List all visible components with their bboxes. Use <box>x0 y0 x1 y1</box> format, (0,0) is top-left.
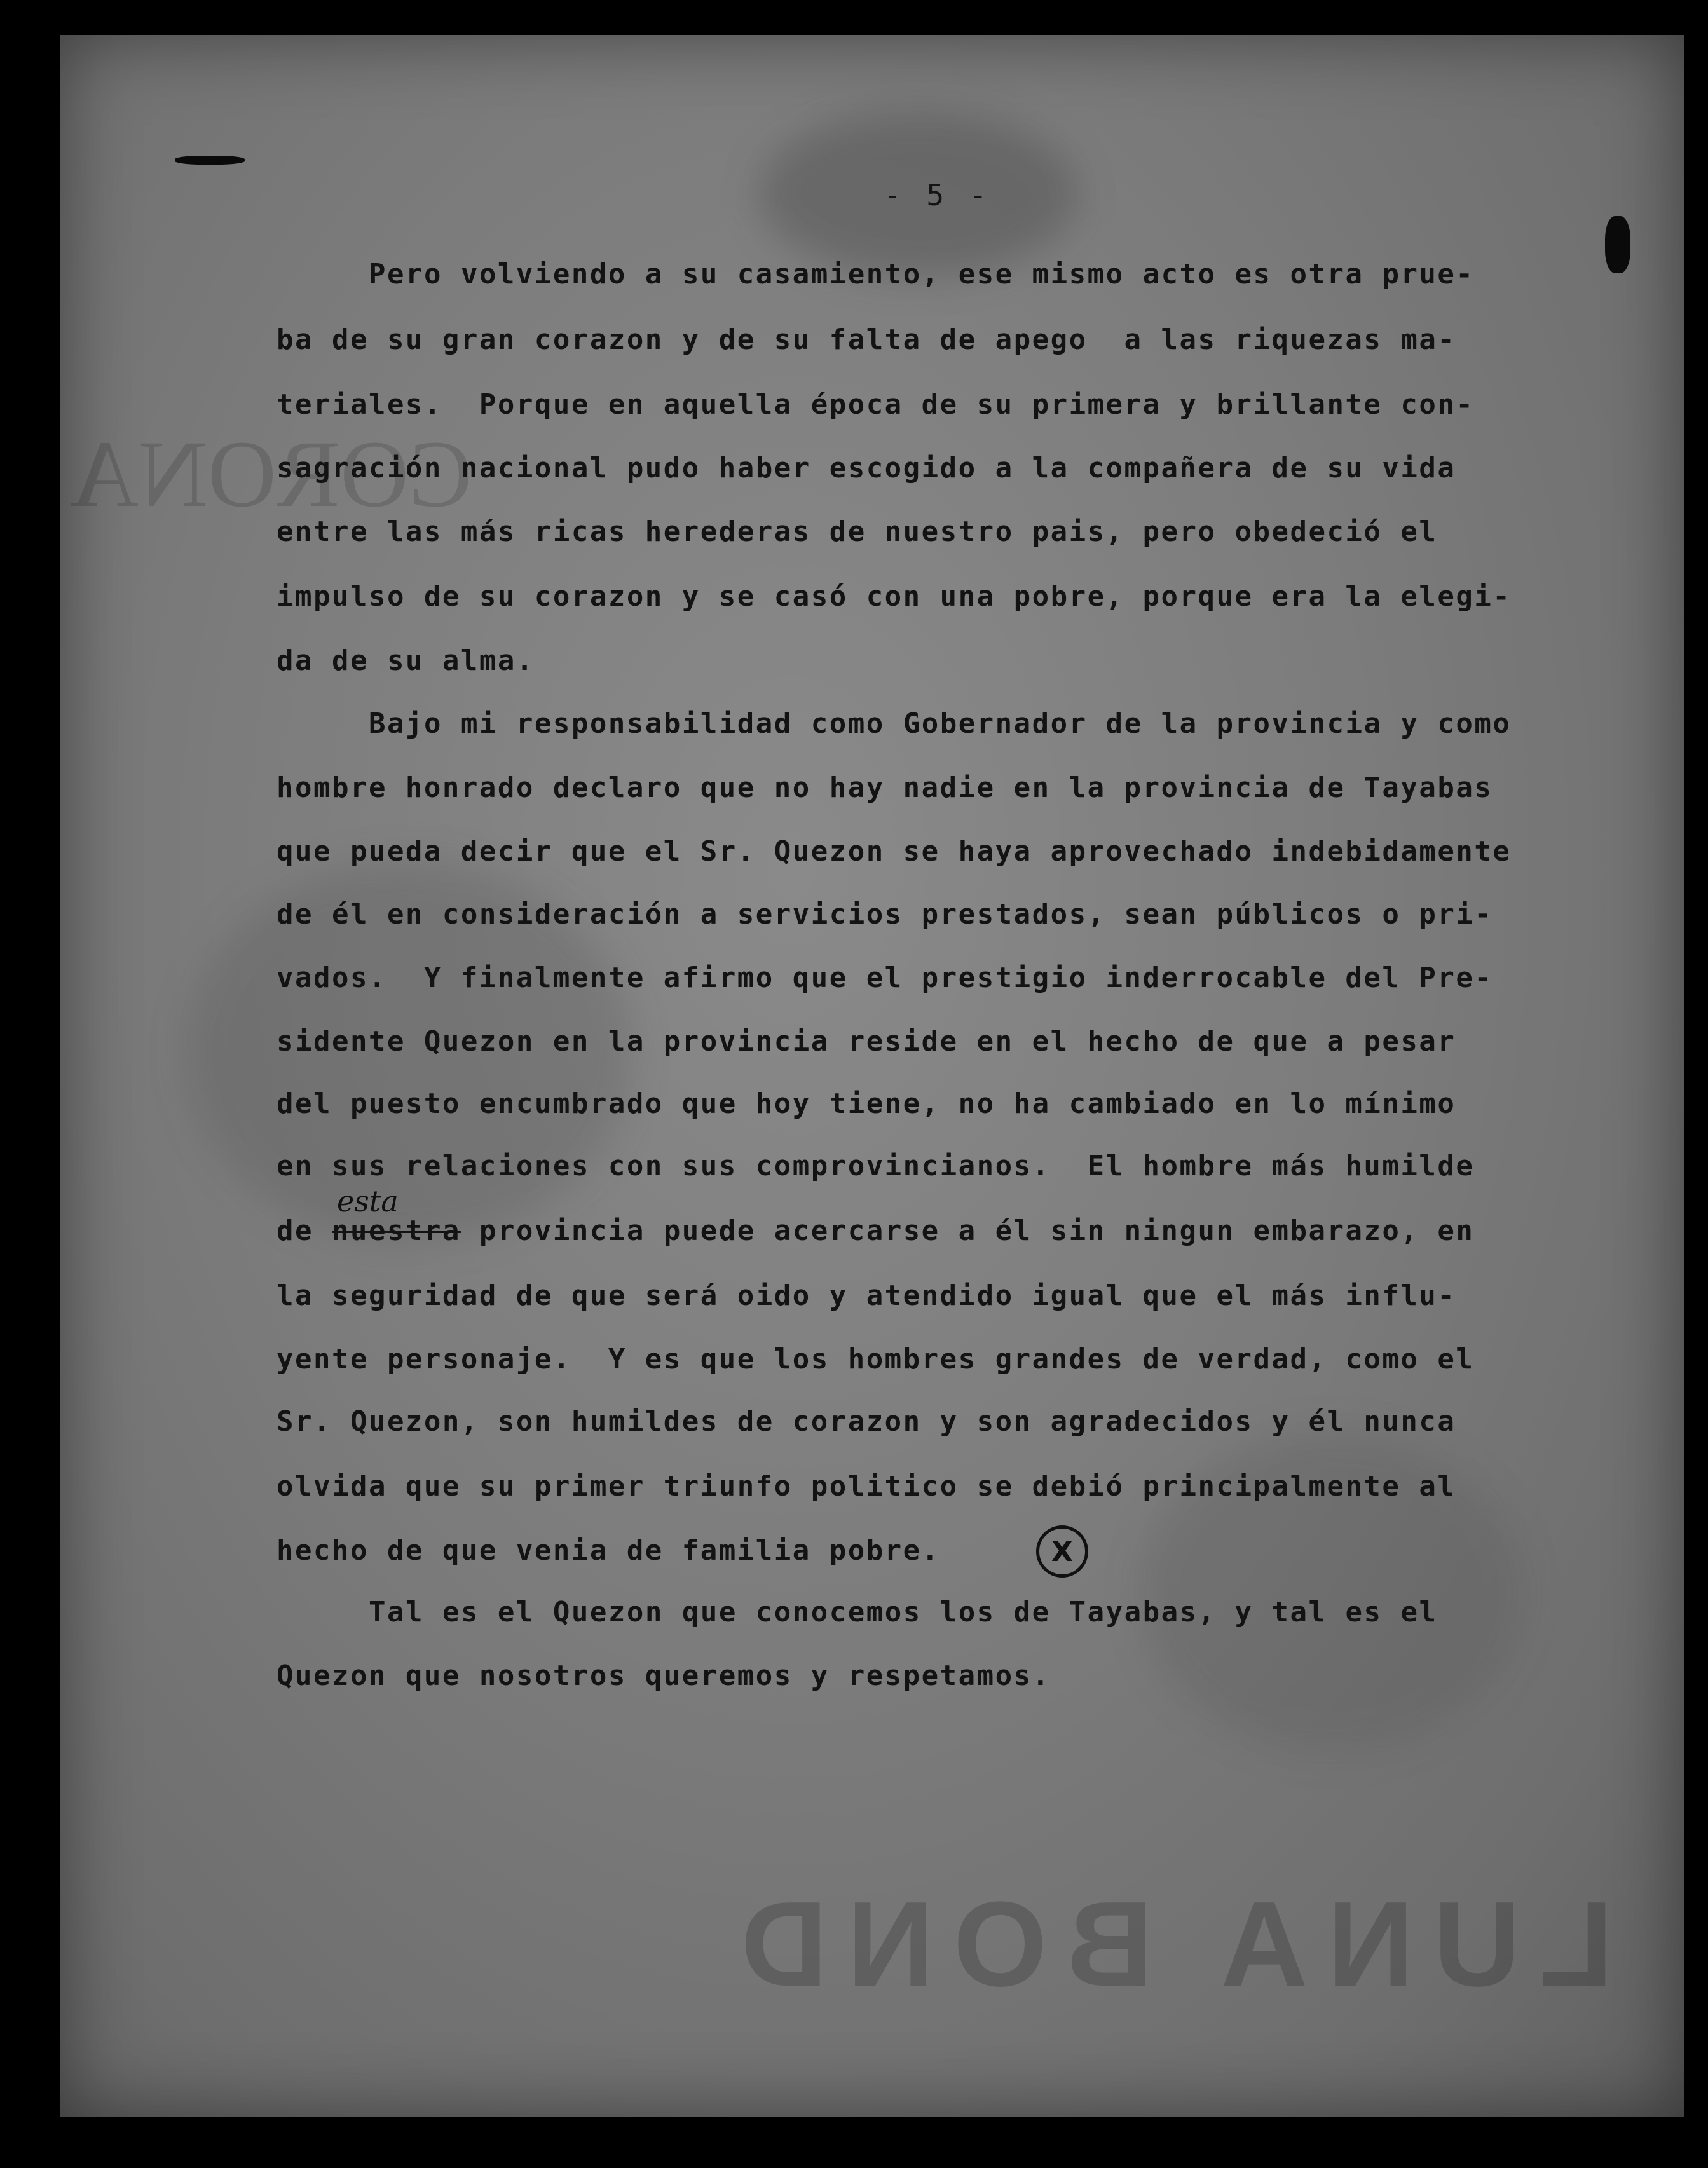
circled-x-mark: X <box>1036 1525 1088 1578</box>
text-line: que pueda decir que el Sr. Quezon se haya aprovechado indebidamente <box>277 835 1512 868</box>
text-line: da de su alma. <box>277 644 535 677</box>
text-line: ba de su gran corazon y de su falta de apego a las riquezas ma- <box>277 324 1456 356</box>
text-line: yente personaje. Y es que los hombres grandes de verdad, como el <box>277 1343 1475 1375</box>
text-line-with-correction <box>277 1217 1474 1245</box>
paper-watermark: LUNA BOND <box>721 1877 1613 2012</box>
ink-blot <box>175 156 245 165</box>
page-number: - 5 - <box>884 178 991 212</box>
document-page <box>60 35 1684 2117</box>
handwritten-insertion: esta <box>337 1184 399 1218</box>
text-line: del puesto encumbrado que hoy tiene, no ha cambiado en lo mínimo <box>277 1087 1456 1120</box>
text-line: Sr. Quezon, son humildes de corazon y son agradecidos y él nunca <box>277 1405 1456 1438</box>
text-line: Tal es el Quezon que conocemos los de Tayabas, y tal es el <box>369 1596 1438 1628</box>
watermark-top: CORONA <box>70 421 473 527</box>
text-line: impulso de su corazon y se casó con una pobre, porque era la elegi- <box>277 580 1512 613</box>
struck-word: nuestra <box>331 1215 461 1247</box>
text-line: sagración nacional pudo haber escogido a la compañera de su vida <box>277 452 1456 484</box>
text-line: Quezon que nosotros queremos y respetamos. <box>277 1660 1051 1692</box>
text-line: sidente Quezon en la provincia reside en el hecho de que a pesar <box>277 1025 1456 1058</box>
ink-blot <box>1605 216 1630 273</box>
text-line: olvida que su primer triunfo politico se debió principalmente al <box>277 1470 1456 1503</box>
text-line: de él en consideración a servicios prestados, sean públicos o pri- <box>277 898 1493 931</box>
text-line: hecho de que venia de familia pobre. <box>277 1534 940 1567</box>
text-line: la seguridad de que será oido y atendido igual que el más influ- <box>277 1279 1456 1312</box>
line-end: provincia puede acercarse a él sin ningun embarazo, en <box>460 1215 1475 1247</box>
text-line: Bajo mi responsabilidad como Gobernador de la provincia y como <box>369 707 1512 740</box>
text-line: entre las más ricas herederas de nuestro pais, pero obedeció el <box>277 515 1438 548</box>
line-start: de <box>277 1215 332 1247</box>
text-line: hombre honrado declaro que no hay nadie en la provincia de Tayabas <box>277 772 1493 804</box>
text-line: en sus relaciones con sus comprovincianos. El hombre más humilde <box>277 1150 1475 1182</box>
text-line: Pero volviendo a su casamiento, ese mismo acto es otra prue- <box>369 258 1475 290</box>
text-line: vados. Y finalmente afirmo que el prestigio inderrocable del Pre- <box>277 962 1493 994</box>
text-line: teriales. Porque en aquella época de su primera y brillante con- <box>277 388 1475 421</box>
